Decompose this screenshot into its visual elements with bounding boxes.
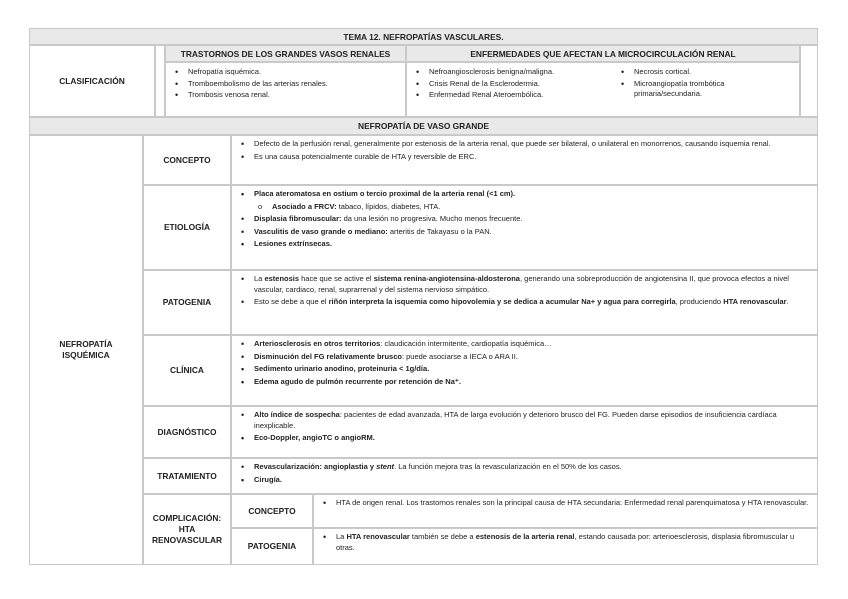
list-item: • Trombosis venosa renal.	[172, 90, 399, 101]
text: .	[786, 297, 789, 306]
text: tabaco, lípidos, diabetes, HTA.	[336, 201, 441, 211]
list-item	[238, 202, 811, 213]
clasificacion-label	[29, 45, 155, 117]
etiologia-cell	[231, 185, 818, 270]
spacer-cell	[155, 45, 165, 117]
text: hace que se active el	[299, 274, 374, 283]
emphasis: HTA renovascular	[723, 297, 787, 306]
list-item: • Cirugía.	[238, 475, 811, 486]
page-title	[29, 28, 818, 45]
col1-list	[165, 62, 406, 117]
list-item	[238, 410, 811, 431]
complicacion-patogenia-label	[231, 528, 313, 565]
emphasis: sistema renina-angiotensina-aldosterona	[373, 274, 520, 283]
etiologia-label	[143, 185, 231, 270]
list-item	[238, 352, 811, 363]
clinica-label	[143, 335, 231, 406]
complicacion-concepto-label	[231, 494, 313, 528]
list-item: • Microangiopatía trombótica primaria/secundaria.	[618, 79, 788, 100]
complicacion-concepto-cell	[313, 494, 818, 528]
emphasis: Disminución del FG relativamente brusco	[254, 351, 402, 361]
emphasis: Alto índice de sospecha	[254, 410, 340, 419]
list-item	[238, 274, 811, 295]
list-item: • Nefroangiosclerosis benigna/maligna.	[413, 67, 618, 78]
emphasis: Asociado a FRCV:	[272, 201, 337, 211]
section-header-text: NEFROPATÍA DE VASO GRANDE	[358, 121, 489, 131]
list-item: • Eco-Doppler, angioTC o angioRM.	[238, 433, 811, 444]
list-item: • Enfermedad Renal Ateroembólica.	[413, 90, 618, 101]
list-item: • Crisis Renal de la Esclerodermia.	[413, 79, 618, 90]
concepto-label	[143, 135, 231, 185]
diagnostico-cell	[231, 406, 818, 458]
list-item: • Es una causa potencialmente curable de HTA y reversible de ERC.	[238, 152, 811, 163]
text: . La función mejora tras la revascularización en el 50% de los casos.	[394, 462, 622, 471]
list-item	[320, 532, 811, 553]
text: , generando una sobreproducción de angiotensina II, que provoca efectos a nivel vascular, cardiaco, renal, suprarrenal y del sistema nervioso simpático.	[254, 274, 789, 294]
list-item: • Edema agudo de pulmón recurrente por retención de Na⁺.	[238, 377, 811, 388]
list-item	[238, 462, 811, 473]
list-item	[238, 339, 811, 350]
clasificacion-label-text: CLASIFICACIÓN	[59, 75, 125, 86]
tratamiento-cell	[231, 458, 818, 494]
clinica-label-text: CLÍNICA	[170, 365, 204, 375]
patogenia-label-text: PATOGENIA	[162, 297, 212, 307]
text: también se debe a	[409, 532, 476, 541]
side-label-text: NEFROPATÍA ISQUÉMICA	[59, 339, 113, 360]
page-title-text: TEMA 12. NEFROPATÍAS VASCULARES.	[343, 31, 504, 42]
col2-list	[406, 62, 800, 117]
complicacion-label	[143, 494, 231, 565]
text: : pacientes de edad avanzada, HTA de larga evolución y deterioro brusco del FG. Pueden darse episodios de insuficiencia cardíaca inexplicable.	[254, 410, 777, 430]
etiologia-label-text: ETIOLOGÍA	[163, 222, 211, 232]
text: La	[336, 532, 347, 541]
spacer-cell-right	[800, 45, 818, 117]
list-item: • Sedimento urinario anodino, proteinuria < 1g/día.	[238, 364, 811, 375]
patogenia-cell	[231, 270, 818, 335]
list-item: • Defecto de la perfusión renal, generalmente por estenosis de la arteria renal, que puede ser bilateral, o unilateral en monorrenos, causando isquemia renal.	[238, 139, 811, 150]
emphasis: Vasculitis de vaso grande o mediano:	[254, 226, 388, 236]
text: arteritis de Takayasu o la PAN.	[387, 226, 492, 236]
text: : claudicación intermitente, cardiopatía isquémica…	[380, 339, 552, 348]
text: da una lesión no progresiva. Mucho menos frecuente.	[341, 214, 523, 223]
emphasis: Displasia fibromuscular:	[254, 214, 342, 223]
concepto-label-text: CONCEPTO	[163, 154, 211, 165]
diagnostico-label-text: DIAGNÓSTICO	[157, 426, 217, 437]
text: Esto se debe a que el	[254, 297, 329, 306]
complicacion-patogenia-label-text: PATOGENIA	[247, 541, 297, 551]
clinica-cell	[231, 335, 818, 406]
complicacion-label-text: COMPLICACIÓN: HTA RENOVASCULAR	[151, 513, 223, 545]
emphasis-italic: stent	[376, 462, 395, 471]
patogenia-label	[143, 270, 231, 335]
diagnostico-label	[143, 406, 231, 458]
list-item: • Nefropatía isquémica.	[172, 67, 399, 78]
complicacion-patogenia-cell	[313, 528, 818, 565]
list-item: • Placa ateromatosa en ostium o tercio proximal de la arteria renal (<1 cm).	[238, 189, 811, 200]
list-item: • Lesiones extrínsecas.	[238, 239, 811, 250]
emphasis: estenosis de la arteria renal	[475, 532, 575, 541]
text: , estando causada por: arterioesclerosis, displasia fibromuscular u otras.	[336, 532, 795, 552]
list-item	[238, 297, 811, 308]
col1-header	[165, 45, 406, 62]
section-header	[29, 117, 818, 135]
concepto-cell	[231, 135, 818, 185]
list-item: • Necrosis cortical.	[618, 67, 788, 78]
list-item	[238, 227, 811, 238]
emphasis: estenosis	[264, 274, 300, 283]
text: : puede asociarse a IECA o ARA II.	[401, 351, 518, 361]
text: La	[254, 274, 265, 283]
text: , produciendo	[675, 297, 724, 306]
complicacion-concepto-label-text: CONCEPTO	[248, 505, 296, 516]
emphasis: HTA renovascular	[346, 532, 410, 541]
col1-header-text: TRASTORNOS DE LOS GRANDES VASOS RENALES	[180, 48, 391, 59]
list-item	[238, 214, 811, 225]
list-item: • Tromboembolismo de las arterias renales.	[172, 79, 399, 90]
list-item: • HTA de origen renal. Los trastornos renales son la principal causa de HTA secundaria: Enfermedad renal parenquimatosa y HTA renovascular.	[320, 498, 811, 509]
emphasis: riñón interpreta la isquemia como hipovolemia y se dedica a acumular Na+ y agua para corregirla	[328, 297, 676, 306]
tratamiento-label-text: TRATAMIENTO	[157, 470, 217, 481]
col2-header-text: ENFERMEDADES QUE AFECTAN LA MICROCIRCULACIÓN RENAL	[470, 48, 736, 59]
emphasis: Arteriosclerosis en otros territorios	[254, 339, 381, 348]
col2-header	[406, 45, 800, 62]
side-label	[29, 135, 143, 565]
tratamiento-label	[143, 458, 231, 494]
emphasis: Revascularización: angioplastia y	[254, 462, 377, 471]
